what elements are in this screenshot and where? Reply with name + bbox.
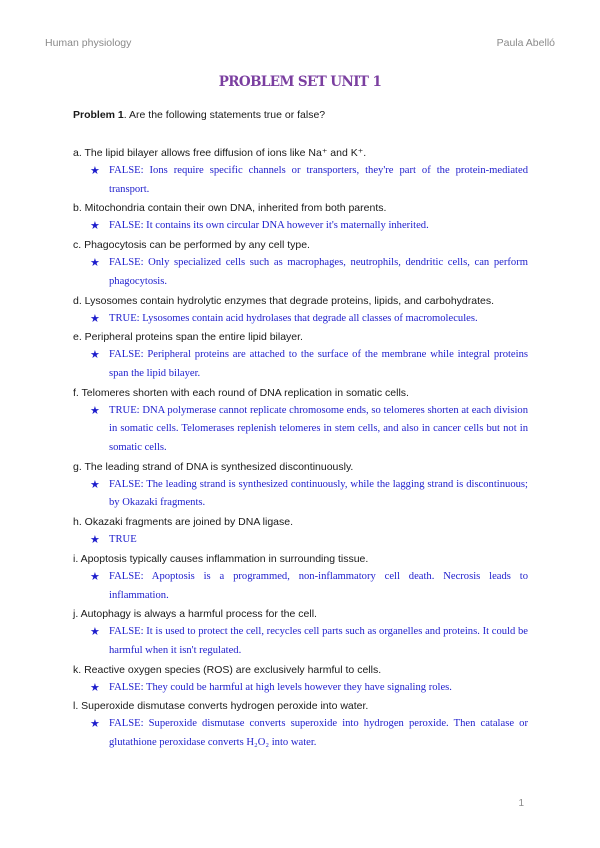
question-text: g. The leading strand of DNA is synthesized discontinuously. — [73, 460, 354, 473]
star-icon: ★ — [90, 165, 100, 177]
question-item — [73, 292, 528, 329]
answer-text-block — [73, 217, 528, 236]
answer-text: FALSE: It contains its own circular DNA however it's maternally inherited. — [109, 220, 429, 232]
answer-text: FALSE: Peripheral proteins are attached to the surface of the membrane while integral proteins span the lipid bilayer. — [109, 349, 528, 379]
question-text: b. Mitochondria contain their own DNA, inherited from both parents. — [73, 202, 387, 215]
answer-text-block — [73, 402, 528, 458]
question-item — [73, 661, 528, 698]
page-number: 1 — [518, 798, 524, 809]
star-icon: ★ — [90, 220, 100, 233]
question-list — [73, 144, 528, 753]
question-item — [73, 513, 528, 550]
answer-text: FALSE: It is used to protect the cell, recycles cell parts such as organelles and proteins. It could be harmful when it isn't regulated. — [109, 626, 528, 656]
answer-text: FALSE: Ions require specific channels or transporters, they're part of the protein-mediated transport. — [109, 165, 528, 195]
star-icon: ★ — [90, 404, 100, 417]
header-left: Human physiology — [45, 37, 132, 49]
answer-text: TRUE: Lysosomes contain acid hydrolases that degrade all classes of macromolecules. — [109, 312, 478, 324]
star-icon: ★ — [90, 534, 100, 547]
answer-text-block — [73, 715, 528, 752]
answer-text-block — [73, 531, 528, 550]
answer-text-block — [73, 568, 528, 605]
question-item — [73, 236, 528, 291]
answer-text-block — [73, 346, 528, 383]
question-item — [73, 550, 528, 605]
question-item — [73, 384, 528, 458]
star-icon: ★ — [90, 626, 100, 639]
star-icon: ★ — [90, 478, 100, 491]
problem-intro — [73, 109, 325, 121]
star-icon: ★ — [90, 312, 100, 325]
question-text: a. The lipid bilayer allows free diffusion of ions like Na⁺ and K⁺. — [73, 147, 367, 159]
problem-text: . Are the following statements true or false? — [123, 109, 326, 121]
question-item — [73, 328, 528, 383]
question-text: l. Superoxide dismutase converts hydrogen peroxide into water. — [73, 700, 369, 713]
answer-text-block — [73, 623, 528, 660]
question-item — [73, 697, 528, 752]
star-icon: ★ — [90, 681, 100, 694]
star-icon: ★ — [90, 349, 100, 362]
star-icon: ★ — [90, 257, 100, 270]
question-text: i. Apoptosis typically causes inflammation in surrounding tissue. — [73, 552, 369, 565]
star-icon: ★ — [90, 570, 100, 583]
answer-text-block — [73, 162, 528, 199]
answer-text: TRUE — [109, 534, 137, 546]
answer-text: TRUE: DNA polymerase cannot replicate chromosome ends, so telomeres shorten at each division in somatic cells. Telomerases replenish telomeres in stem cells, and also in cancer cells but not in somatic cells. — [109, 404, 528, 454]
answer-text: FALSE: Apoptosis is a programmed, non-inflammatory cell death. Necrosis leads to inflammation. — [109, 570, 528, 601]
question-text: c. Phagocytosis can be performed by any cell type. — [73, 239, 310, 252]
answer-text-block — [73, 254, 528, 291]
question-item — [73, 605, 528, 660]
answer-text: FALSE: The leading strand is synthesized continuously, while the lagging strand is discontinuous; by Okazaki fragments. — [109, 478, 528, 509]
question-text: h. Okazaki fragments are joined by DNA ligase. — [73, 516, 294, 529]
answer-text: FALSE: Superoxide dismutase converts superoxide into hydrogen peroxide. Then catalase or glutathione peroxidase converts H₂O₂ into water. — [109, 718, 528, 749]
question-text: j. Autophagy is always a harmful process for the cell. — [73, 608, 317, 621]
answer-text-block — [73, 679, 528, 698]
page-title: PROBLEM SET UNIT 1 — [218, 74, 382, 90]
problem-label: Problem 1 — [73, 109, 124, 121]
question-item — [73, 199, 528, 236]
question-text: e. Peripheral proteins span the entire lipid bilayer. — [73, 331, 303, 344]
header-right: Paula Abelló — [496, 37, 555, 49]
question-text: d. Lysosomes contain hydrolytic enzymes that degrade proteins, lipids, and carbohydrates. — [73, 294, 495, 307]
answer-text: FALSE: Only specialized cells such as macrophages, neutrophils, dendritic cells, can perform phagocytosis. — [109, 257, 528, 287]
answer-text: FALSE: They could be harmful at high levels however they have signaling roles. — [109, 681, 452, 693]
star-icon: ★ — [90, 718, 100, 731]
answer-text-block — [73, 310, 528, 329]
question-item — [73, 458, 528, 513]
question-text: f. Telomeres shorten with each round of DNA replication in somatic cells. — [73, 386, 409, 399]
question-item — [73, 144, 528, 199]
question-text: k. Reactive oxygen species (ROS) are exclusively harmful to cells. — [73, 663, 382, 676]
answer-text-block — [73, 476, 528, 513]
